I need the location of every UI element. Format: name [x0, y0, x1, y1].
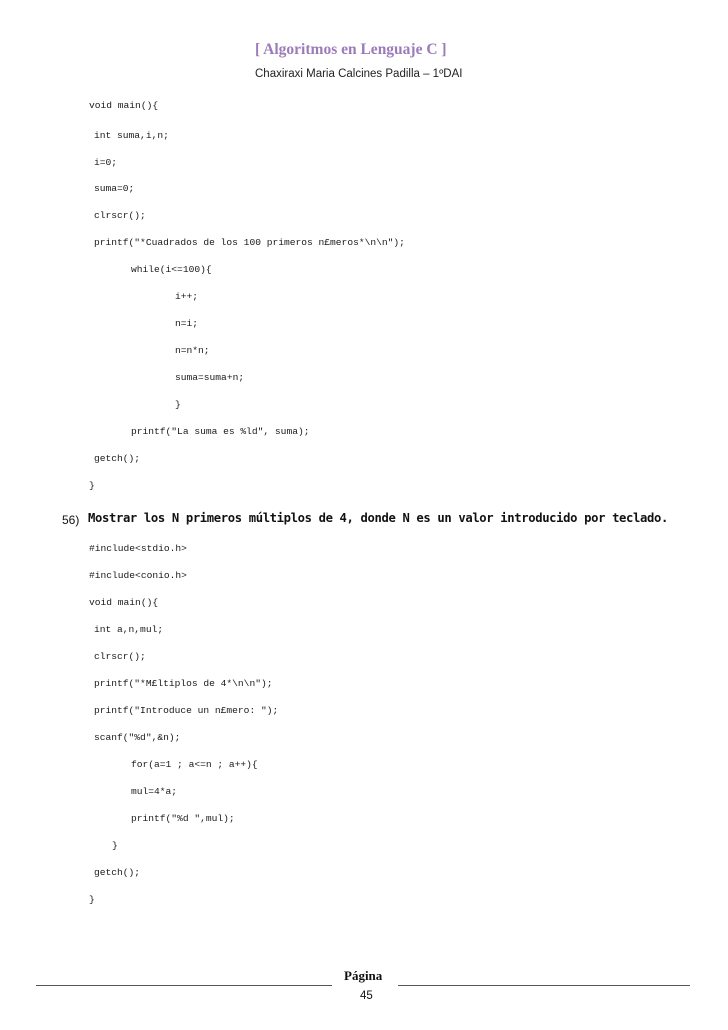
code-line: i++;	[175, 291, 199, 302]
code-line: for(a=1 ; a<=n ; a++){	[131, 759, 258, 770]
code-line: mul=4*a;	[131, 786, 178, 797]
code-line: void main(){	[89, 100, 159, 111]
code-line: void main(){	[89, 597, 159, 608]
code-line: printf("Introduce un n£mero: ");	[94, 705, 279, 716]
code-line: #include<stdio.h>	[89, 543, 187, 554]
footer-page-label: Página	[344, 968, 383, 983]
code-line: int a,n,mul;	[94, 624, 164, 635]
code-line: }	[112, 840, 118, 851]
footer-divider-right	[398, 985, 690, 986]
code-line: scanf("%d",&n);	[94, 732, 181, 743]
author-line: Chaxiraxi Maria Calcines Padilla – 1ºDAI	[255, 68, 463, 80]
code-line: while(i<=100){	[131, 264, 212, 275]
code-line: printf("*Cuadrados de los 100 primeros n£meros*\n\n");	[94, 237, 405, 248]
code-line: int suma,i,n;	[94, 130, 169, 141]
code-line: suma=0;	[94, 183, 135, 194]
code-line: }	[175, 399, 181, 410]
code-line: printf("La suma es %ld", suma);	[131, 426, 310, 437]
code-line: #include<conio.h>	[89, 570, 187, 581]
code-line: n=n*n;	[175, 345, 210, 356]
code-line: n=i;	[175, 318, 199, 329]
code-line: printf("*M£ltiplos de 4*\n\n");	[94, 678, 273, 689]
code-line: printf("%d ",mul);	[131, 813, 235, 824]
code-line: clrscr();	[94, 651, 146, 662]
code-line: i=0;	[94, 157, 118, 168]
exercise-statement: Mostrar los N primeros múltiplos de 4, donde N es un valor introducido por teclado.	[88, 511, 668, 525]
page-number: 45	[360, 990, 373, 1002]
code-line: suma=suma+n;	[175, 372, 245, 383]
code-line: getch();	[94, 867, 141, 878]
code-line: }	[89, 894, 95, 905]
exercise-number: 56)	[62, 513, 80, 527]
document-title: [ Algoritmos en Lenguaje C ]	[255, 41, 447, 58]
code-line: getch();	[94, 453, 141, 464]
code-line: }	[89, 480, 95, 491]
footer-divider-left	[36, 985, 332, 986]
code-line: clrscr();	[94, 210, 146, 221]
